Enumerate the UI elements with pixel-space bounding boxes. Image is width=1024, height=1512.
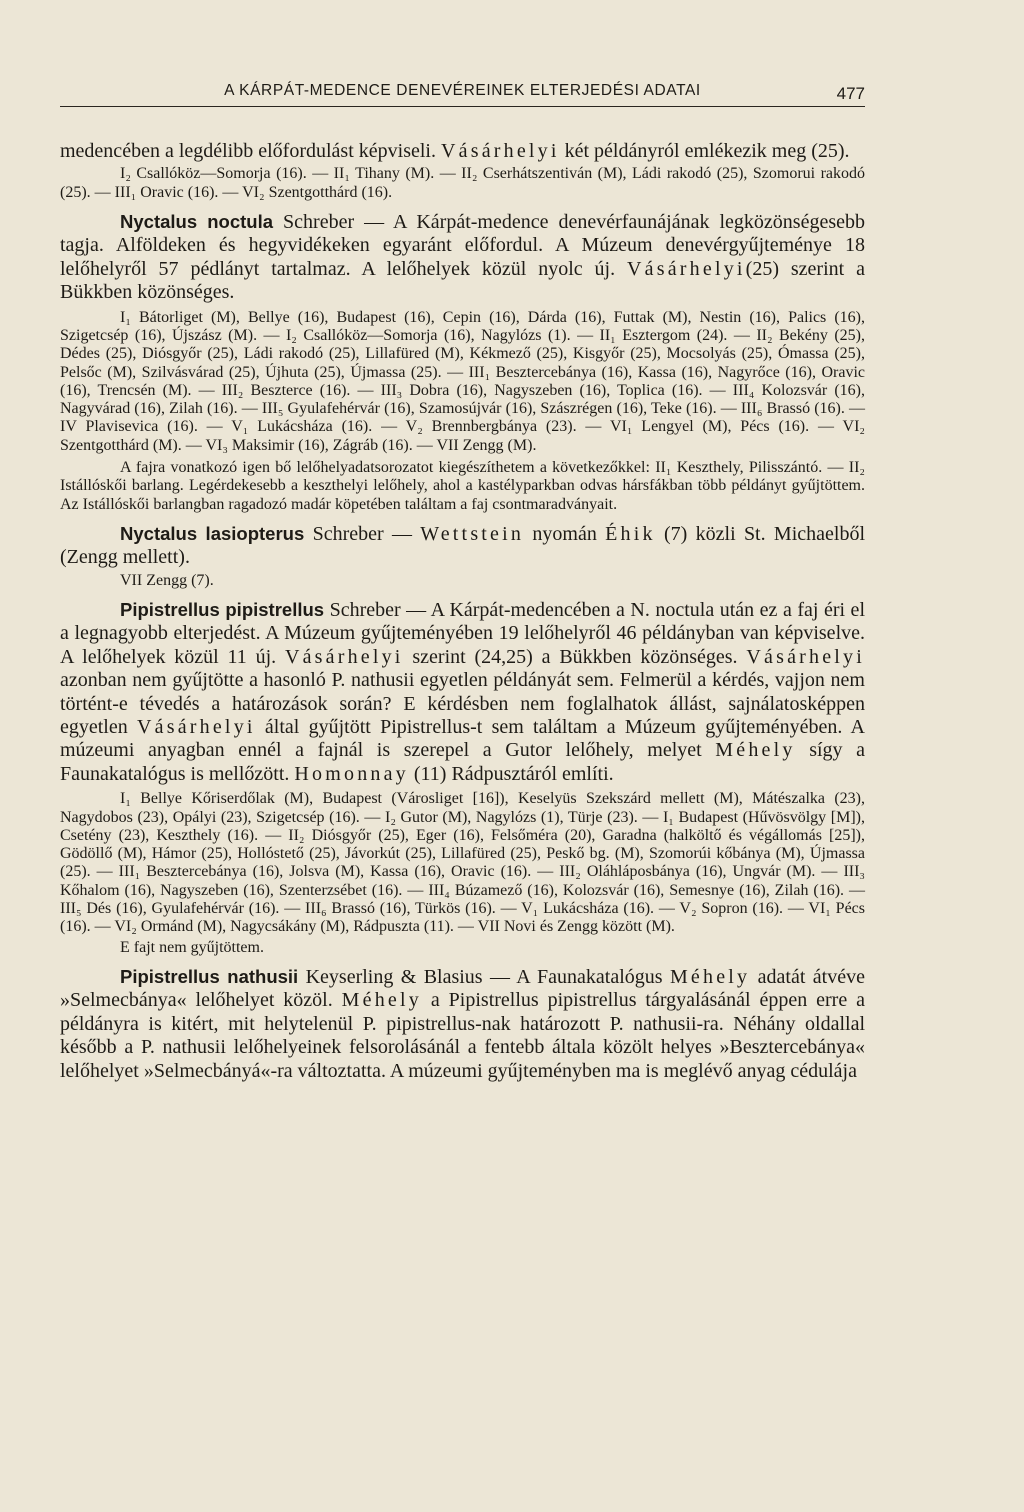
locality-list: I₁ Bellye Kőriserdőlak (M), Budapest (Városliget [16]), Keselyüs Szekszárd mellett (M), Mátészalka (23), Nagydobos (23), Opályi (23), Szigetcsép (16). — I₂ Gutor (M), Nagylózs (1), Türje (23). — I₁ Budapest (Hűvösvölgy [M]), Csetény (23), Keszthely (16). — II₂ Diósgyőr (25), Eger (16), Felsőméra (20), Garadna (halköltő és végállomás [25]), Gödöllő (M), Hámor (25), Hollóstető (25), Jávorkút (25), Lillafüred (25), Peskő bg. (M), Szomorúi kőbánya (M), Újmassa (25). — III₁ Besztercebánya (16), Jolsva (M), Kassa (16), Oravic (16). — III₂ Oláhláposbánya (16), Ungvár (M). — III₃ Kőhalom (16), Nagyszeben (16), Szenterzsébet (16). — III₄ Búzamező (16), Kolozsvár (16), Semesnye (16), Zilah (16). — III₅ Dés (16), Gyulafehérvár (16). — III₆ Brassó (16), Türkös (16). — V₁ Lukácsháza (16). — V₂ Sopron (16). — VI₁ Pécs (16). — VI₂ Ormánd (M), Nagycsákány (M), Rádpuszta (11). — VII Novi és Zengg között (M). [60, 790, 865, 936]
text-run: szerint (24,25) a Bükkben közönséges. [403, 645, 747, 668]
author-name: Homonnay [294, 762, 409, 785]
author-name: Méhely [669, 965, 751, 988]
locality-list: I₁ Bátorliget (M), Bellye (16), Budapest (16), Cepin (16), Dárda (16), Futtak (M), Nestin (16), Palics (16), Szigetcsép (16), Újszász (M). — I₂ Csallóköz—Somorja (16), Nagylózs (1). — II₁ Esztergom (24). — II₂ Bekény (25), Dédes (25), Diósgyőr (25), Ládi rakodó (25), Lillafüred (M), Kékmező (25), Kisgyőr (25), Mocsolyás (25), Ómassa (25), Pelsőc (M), Szilvásvárad (25), Újhuta (25), Újmassa (25). — III₁ Besztercebánya (16), Kassa (16), Nagyrőce (16), Oravic (16), Trencsén (M). — III₂ Beszterce (16). — III₃ Dobra (16), Nagyszeben (16), Toplica (16). — III₄ Kolozsvár (16), Nagyvárad (16), Zilah (16). — III₅ Gyulafehérvár (16), Szamosújvár (16), Szászrégen (16), Teke (16). — III₆ Brassó (16). — IV Plavisevica (16). — V₁ Lukácsháza (16). — V₂ Brennbergbánya (23). — VI₁ Lengyel (M), Pécs (16). — VI₂ Szentgotthárd (M). — VI₃ Maksimir (16), Zágráb (16). — VII Zengg (M). [60, 308, 865, 454]
body-paragraph: E fajt nem gyűjtöttem. [120, 938, 264, 956]
running-title: A KÁRPÁT-MEDENCE DENEVÉREINEK ELTERJEDÉSI ADATAI [224, 82, 701, 99]
locality-list: I₂ Csallóköz—Somorja (16). — II₁ Tihany (M). — II₂ Cserhátszentiván (M), Ládi rakodó (25), Szomorui rakodó (25). — III₁ Oravic (16). — VI₂ Szentgotthárd (16). [60, 165, 865, 201]
author-name: Vásárhelyi [440, 140, 560, 162]
body-paragraph: A fajra vonatkozó igen bő lelőhelyadatsorozatot kiegészíthetem a következőkkel: II₁ Keszthely, Pilisszántó. — II₂ Istállóskői barlang. Legérdekesebb a keszthelyi lelőhely, ahol a kastélyparkban odvas hársfákban több példányt gyűjtöttem. Az Istállóskői barlangban ragadozó madár köpetében találtam a faj csontmaradványait. [60, 459, 865, 513]
species-paragraph [60, 210, 865, 305]
author-name: Éhik [605, 522, 656, 545]
author-name: Wettstein [420, 522, 525, 545]
text-run: által gyűjtött Pipistrellus-t sem találtam a Múzeum gyűjteményében. A múzeumi anyagban ennél a fajnál is szerepel a Gutor lelőhely, melyet [60, 716, 866, 762]
author-name: Méhely [341, 989, 422, 1012]
text-run: (11) Rádpusztáról említi. [408, 762, 614, 785]
author-name: Vásárhelyi [746, 645, 865, 668]
page-header [60, 82, 865, 107]
text-run: (25) szerint a Bükkben közönséges. [60, 257, 865, 304]
author-name: Vásárhelyi [284, 645, 404, 668]
species-paragraph [60, 598, 865, 786]
text-run: Schreber — [304, 522, 421, 545]
text-run: két példányról emlékezik meg (25). [559, 140, 850, 162]
text-run: nyomán [524, 522, 606, 545]
text-run: sígy a Faunakatalógus is mellőzött. [60, 739, 866, 785]
species-paragraph [60, 965, 865, 1083]
text-run: Keyserling & Blasius — A Faunakatalógus [298, 965, 670, 988]
text-run: a Pipistrellus pipistrellus tárgyalásánál éppen erre a példányra is kitért, mit helytelenül P. pipistrellus-nak határozott P. nathusii-ra. Néhány oldallal később a P. nathusii lelőhelyeinek felsorolásánál a fentebb általa közölt helyes »Besztercebánya« lelőhelyet »Selmecbányá«-ra változtatta. A múzeumi gyűjteményben ma is meglévő anyag cédulája [60, 989, 865, 1082]
text-run: adatát átvéve »Selmecbánya« lelőhelyet közöl. [60, 965, 865, 1012]
text-run: azonban nem gyűjtötte a hasonló P. nathusii egyetlen példányát sem. Felmerül a kérdés, vajjon nem történt-e tévedés a határozások során? E kérdésben nem foglalhatok állást, sajnálatosképpen egyetlen [60, 669, 865, 739]
species-paragraph [60, 522, 865, 570]
species-name: Nyctalus noctula [120, 211, 274, 232]
text-run: Schreber — A Kárpát-medence denevérfaunájának legközönségesebb tagja. Alföldeken és hegyvidékeken egyaránt előfordul. A Múzeum denevérgyűjteménye 18 lelőhelyről 57 pédlányt tartalmaz. A lelőhelyek közül nyolc új. [60, 211, 865, 280]
species-name: Pipistrellus pipistrellus [120, 599, 325, 620]
species-name: Pipistrellus nathusii [120, 965, 299, 987]
locality-list: VII Zengg (7). [120, 571, 214, 589]
body-paragraph [60, 140, 865, 163]
species-name: Nyctalus lasiopterus [120, 522, 305, 544]
text-run: medencében a legdélibb előfordulást képviseli. [60, 140, 441, 162]
author-name: Vásárhelyi [137, 716, 256, 739]
text-run: (7) közli St. Michaelből (Zengg mellett). [60, 522, 866, 569]
text-run: Schreber — A Kárpát-medencében a N. noctula után ez a faj éri el a legnagyobb elterjedést. A Múzeum gyűjteményében 19 lelőhelyről 46 példányban van képviselve. A lelőhelyek közül 11 új. [60, 599, 865, 668]
author-name: Méhely [715, 739, 796, 762]
page-number: 477 [836, 84, 865, 103]
page-body [60, 140, 865, 1083]
author-name: Vásárhelyi [627, 257, 746, 280]
